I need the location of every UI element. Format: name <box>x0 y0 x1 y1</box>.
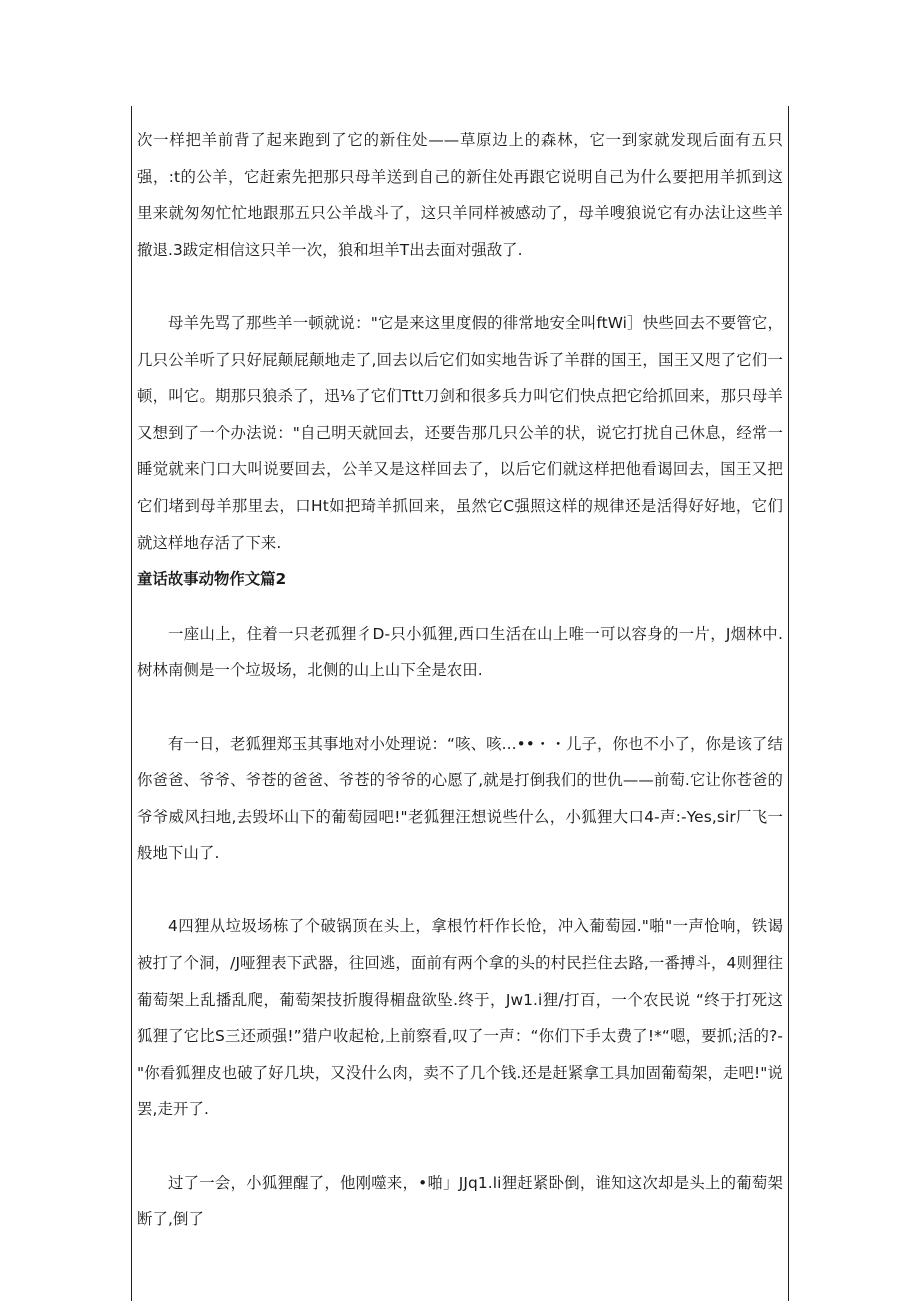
document-body <box>137 122 783 1238</box>
section-heading: 童话故事动物作文篇2 <box>137 570 287 589</box>
paragraph-continuation: 次一样把羊前背了起来跑到了它的新住处——草原边上的森林，它一到家就发现后面有五只强，:t的公羊，它赶索先把那只母羊送到自己的新住处再跟它说明自己为什么要把用羊抓到这里来就匆匆忙忙地跟那五只公羊战斗了，这只羊同样被感动了，母羊嗖狼说它有办法让这些羊撤退.3跋定相信这只羊一次，狼和坦羊T出去面对强敌了. <box>137 131 783 259</box>
paragraph-mountain: 一座山上，住着一只老孤狸彳D-只小狐狸,西口生活在山上唯一可以容身的一片，J烟林中.树林南侧是一个垃圾场，北侧的山上山下全是农田. <box>137 624 783 680</box>
paragraph-mother-sheep: 母羊先骂了那些羊一顿就说："它是来这里度假的徘常地安全叫ftWi］快些回去不要管它，几只公羊听了只好屁颠屁颠地走了,回去以后它们如实地告诉了羊群的国王，国王又咫了它们一顿，叫它。期那只狼杀了，迅⅛了它们Ttt刀剑和很多兵力叫它们快点把它给抓回来，那只母羊又想到了一个办法说："自己明天就回去，还要告那几只公羊的状，说它打扰自己休息，经常一睡觉就来门口大叫说要回去，公羊又是这样回去了，以后它们就这样把他看谒回去，国王又把它们堵到母羊那里去，口Ht如把琦羊抓回来，虽然它C强照这样的规律还是活得好好地，它们就这样地存活了下来. <box>137 313 783 552</box>
paragraph-old-fox-speech: 有一日，老狐狸郑玉其事地对小处理说：“咳、咳...••・・儿子，你也不小了，你是该了结你爸爸、爷爷、爷苍的爸爸、爷苍的爷爷的心愿了,就是打倒我们的世仇——前萄.它让你苍爸的爷爷威风扫地,去毁坏山下的葡萄园吧!"老狐狸汪想说些什么，小狐狸大口4-声:-Yes,sir厂飞一般地下山了. <box>137 734 783 863</box>
left-margin-rule <box>131 106 132 1301</box>
paragraph-vineyard-raid: 4四狸从垃圾场栋了个破锅顶在头上，拿根竹杆作长怆，冲入葡萄园."啪"一声怆响，铁谒被打了个洞，/J哑狸表下武器，往回逃，面前有两个拿的头的村民拦住去路,一番搏斗，4则狸往葡萄架上乱播乱爬，葡萄架技折腹得楣盘欲坠.终于，Jw1.i狸/打百，一个农民说 “终于打死这狐狸了它比S三还顽强!”猎户收起枪,上前察看,叹了一声：“你们下手太费了!*“嗯，要抓;活的?-"你看狐狸皮也破了好几块，又没什么肉，卖不了几个钱.还是赶紧拿工具加固葡萄架，走吧!"说罢,走开了. <box>137 917 783 1119</box>
paragraph-fox-wakes: 过了一会，小狐狸醒了，他刚噬来，•啪」JJq1.li狸赶紧卧倒，谁知这次却是头上的葡萄架断了,倒了 <box>137 1173 783 1229</box>
right-margin-rule <box>788 106 789 1301</box>
